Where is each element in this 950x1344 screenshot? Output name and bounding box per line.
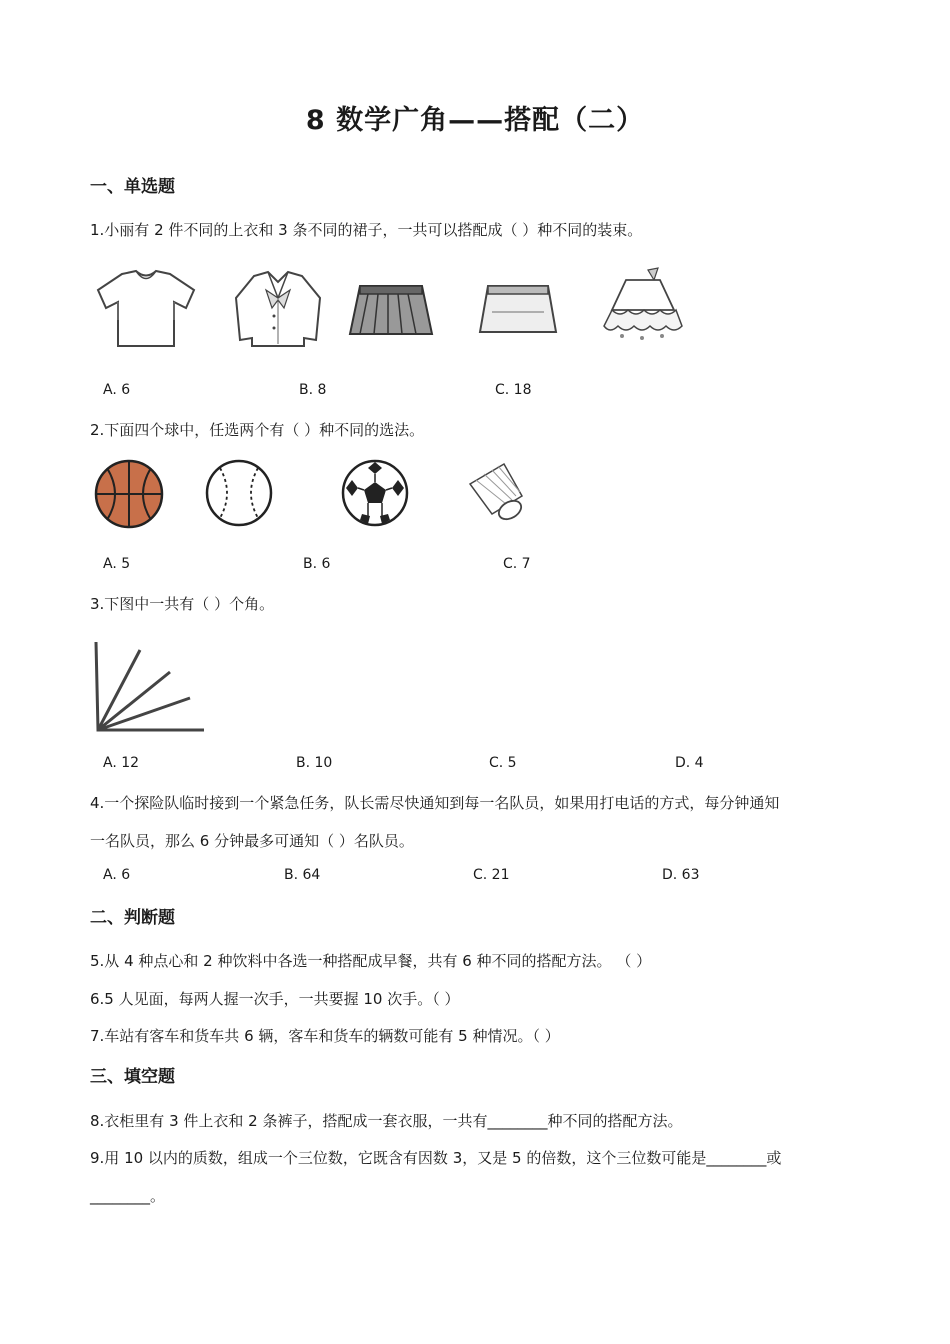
ruffle-skirt-icon bbox=[598, 266, 688, 344]
section-heading-single-choice: 一、单选题 bbox=[90, 177, 175, 197]
q4-option-b[interactable]: B. 64 bbox=[284, 867, 321, 883]
q2-option-c[interactable]: C. 7 bbox=[503, 556, 531, 572]
q1-option-b[interactable]: B. 8 bbox=[299, 382, 327, 398]
q3-option-a[interactable]: A. 12 bbox=[103, 755, 140, 771]
question-8: 8.衣柜里有 3 件上衣和 2 条裤子，搭配成一套衣服，一共有________种不同的搭配方法。 bbox=[90, 1112, 683, 1130]
q4-option-a[interactable]: A. 6 bbox=[103, 867, 131, 883]
angle-rays-figure bbox=[90, 636, 210, 736]
question-2: 2.下面四个球中，任选两个有（ ）种不同的选法。 bbox=[90, 421, 425, 439]
q3-option-d[interactable]: D. 4 bbox=[675, 755, 704, 771]
question-3: 3.下图中一共有（ ）个角。 bbox=[90, 595, 275, 613]
basketball-icon bbox=[93, 458, 165, 530]
pleated-skirt-icon bbox=[346, 282, 436, 340]
q1-option-a[interactable]: A. 6 bbox=[103, 382, 131, 398]
question-4-line1: 4.一个探险队临时接到一个紧急任务，队长需尽快通知到每一名队员，如果用打电话的方式，每分钟通知 bbox=[90, 794, 780, 812]
section-heading-fill-blank: 三、填空题 bbox=[90, 1067, 175, 1087]
page-title: 8 数学广角——搭配（二） bbox=[305, 105, 645, 136]
question-1: 1.小丽有 2 件不同的上衣和 3 条不同的裙子，一共可以搭配成（ ）种不同的装束。 bbox=[90, 221, 643, 239]
q2-option-a[interactable]: A. 5 bbox=[103, 556, 131, 572]
question-7: 7.车站有客车和货车共 6 辆，客车和货车的辆数可能有 5 种情况。（ ） bbox=[90, 1027, 560, 1045]
blouse-icon bbox=[232, 268, 324, 350]
q1-option-c[interactable]: C. 18 bbox=[495, 382, 532, 398]
q2-option-b[interactable]: B. 6 bbox=[303, 556, 331, 572]
question-9-line2: ________。 bbox=[90, 1187, 166, 1205]
tshirt-icon bbox=[92, 268, 200, 350]
q4-option-d[interactable]: D. 63 bbox=[662, 867, 700, 883]
baseball-icon bbox=[204, 458, 274, 528]
question-4-line2: 一名队员，那么 6 分钟最多可通知（ ）名队员。 bbox=[90, 832, 414, 850]
soccer-ball-icon bbox=[340, 458, 410, 528]
q4-option-c[interactable]: C. 21 bbox=[473, 867, 510, 883]
section-heading-true-false: 二、判断题 bbox=[90, 908, 175, 928]
mini-skirt-icon bbox=[476, 282, 560, 340]
question-5: 5.从 4 种点心和 2 种饮料中各选一种搭配成早餐，共有 6 种不同的搭配方法。 （ ） bbox=[90, 952, 652, 970]
q3-option-b[interactable]: B. 10 bbox=[296, 755, 333, 771]
q3-option-c[interactable]: C. 5 bbox=[489, 755, 517, 771]
question-6: 6.5 人见面，每两人握一次手，一共要握 10 次手。（ ） bbox=[90, 990, 460, 1008]
question-9-line1: 9.用 10 以内的质数，组成一个三位数，它既含有因数 3，又是 5 的倍数，这个三位数可能是________或 bbox=[90, 1149, 782, 1167]
shuttlecock-icon bbox=[464, 460, 530, 526]
